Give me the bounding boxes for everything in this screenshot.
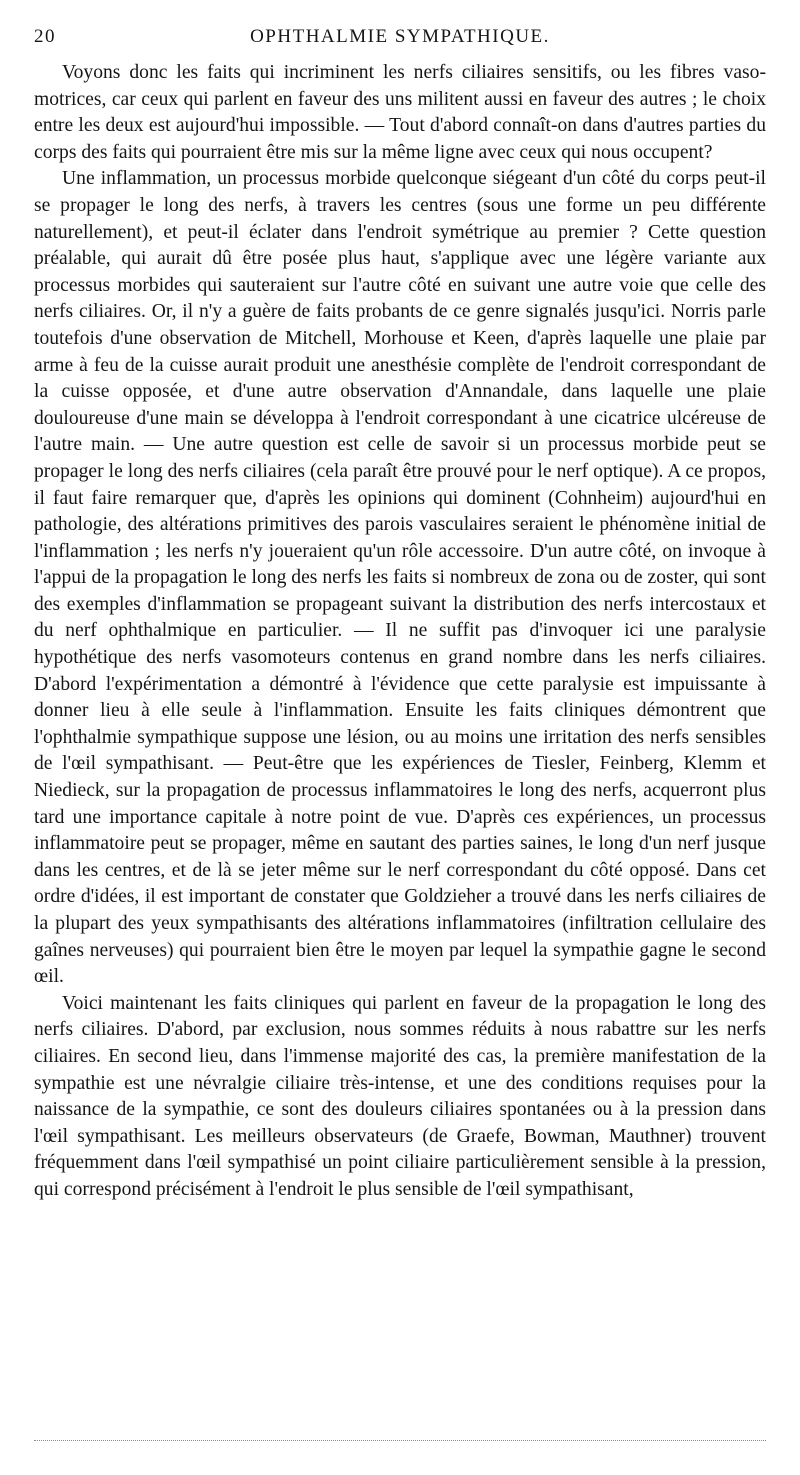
paragraph: Une inflammation, un processus morbide quelconque siégeant d'un côté du corps peut-il se propager le long des nerfs, à travers les centres (sous une forme un peu différente naturellement), et peut-il éclater dans l'endroit symétrique au premier ? Cette question préalable, qui aurait dû être posée plus haut, s'applique avec une légère variante aux processus morbides qui sauteraient sur l'autre côté en suivant une autre voie que celle des nerfs ciliaires. Or, il n'y a guère de faits probants de ce genre signalés jusqu'ici. Norris parle toutefois d'une observation de Mitchell, Morhouse et Keen, d'après laquelle une plaie par arme à feu de la cuisse aurait produit une anesthésie complète de l'endroit correspondant de la cuisse opposée, et d'une autre observation d'Annandale, dans laquelle une plaie douloureuse d'une main se développa à l'endroit correspondant à une cicatrice ulcéreuse de l'autre main. — Une autre question est celle de savoir si un processus morbide peut se propager le long des nerfs ciliaires (cela paraît être prouvé pour le nerf optique). A ce propos, il faut faire remarquer que, d'après les opinions qui dominent (Cohnheim) aujourd'hui en pathologie, des altérations primitives des parois vasculaires seraient le phénomène initial de l'inflammation ; les nerfs n'y joueraient qu'un rôle accessoire. D'un autre côté, on invoque à l'appui de la propagation le long des nerfs les faits si nombreux de zona ou de zoster, qui sont des exemples d'inflammation se propageant suivant la distribution des nerfs intercostaux et du nerf ophthalmique en particulier. — Il ne suffit pas d'invoquer ici une paralysie hypothétique des nerfs vasomoteurs contenus en grand nombre dans les nerfs ciliaires. D'abord l'expérimentation a démontré à l'évidence que cette paralysie est impuissante à donner lieu à elle seule à l'inflammation. Ensuite les faits cliniques démontrent que l'ophthalmie sympathique suppose une lésion, ou au moins une irritation des nerfs sensibles de l'œil sympathisant. — Peut-être que les expériences de Tiesler, Feinberg, Klemm et Niedieck, sur la propagation de processus inflammatoires le long des nerfs, acquerront plus tard une importance capitale à notre point de vue. D'après ces expériences, un processus inflammatoire peut se propager, même en sautant des parties saines, le long d'un nerf jusque dans les centres, et de là se jeter même sur le nerf correspondant du côté opposé. Dans cet ordre d'idées, il est important de constater que Goldzieher a trouvé dans les nerfs ciliaires de la plupart des yeux sympathisants des altérations inflammatoires (infiltration cellulaire des gaînes nerveuses) qui pourraient bien être le moyen par lequel la sympathie gagne le second œil. [34, 168, 766, 988]
paragraph: Voici maintenant les faits cliniques qui parlent en faveur de la propagation le long des nerfs ciliaires. D'abord, par exclusion, nous sommes réduits à nous rabattre sur les nerfs ciliaires. En second lieu, dans l'immense majorité des cas, la première manifestation de la sympathie est une névralgie ciliaire très-intense, et une des conditions requises pour la naissance de la sympathie, ce sont des douleurs ciliaires spontanées ou à la pression dans l'œil sympathisant. Les meilleurs observateurs (de Graefe, Bowman, Mauthner) trouvent fréquemment dans l'œil sympathisé un point ciliaire particulièrement sensible à la pression, qui correspond précisément à l'endroit le plus sensible de l'œil sympathisant, [34, 992, 766, 1200]
paragraph: Voyons donc les faits qui incriminent les nerfs ciliaires sensitifs, ou les fibres vaso-motrices, car ceux qui parlent en faveur des uns militent aussi en faveur des autres ; le choix entre les deux est aujourd'hui impossible. — Tout d'abord connaît-on dans d'autres parties du corps des faits qui pourraient être mis sur la même ligne avec ceux qui nous occupent? [34, 62, 766, 163]
body-text [34, 60, 766, 1204]
page-number: 20 [34, 26, 56, 47]
footer-dotted-rule [34, 1440, 766, 1441]
running-title: OPHTHALMIE SYMPATHIQUE. [250, 26, 550, 47]
page-header [34, 26, 766, 54]
